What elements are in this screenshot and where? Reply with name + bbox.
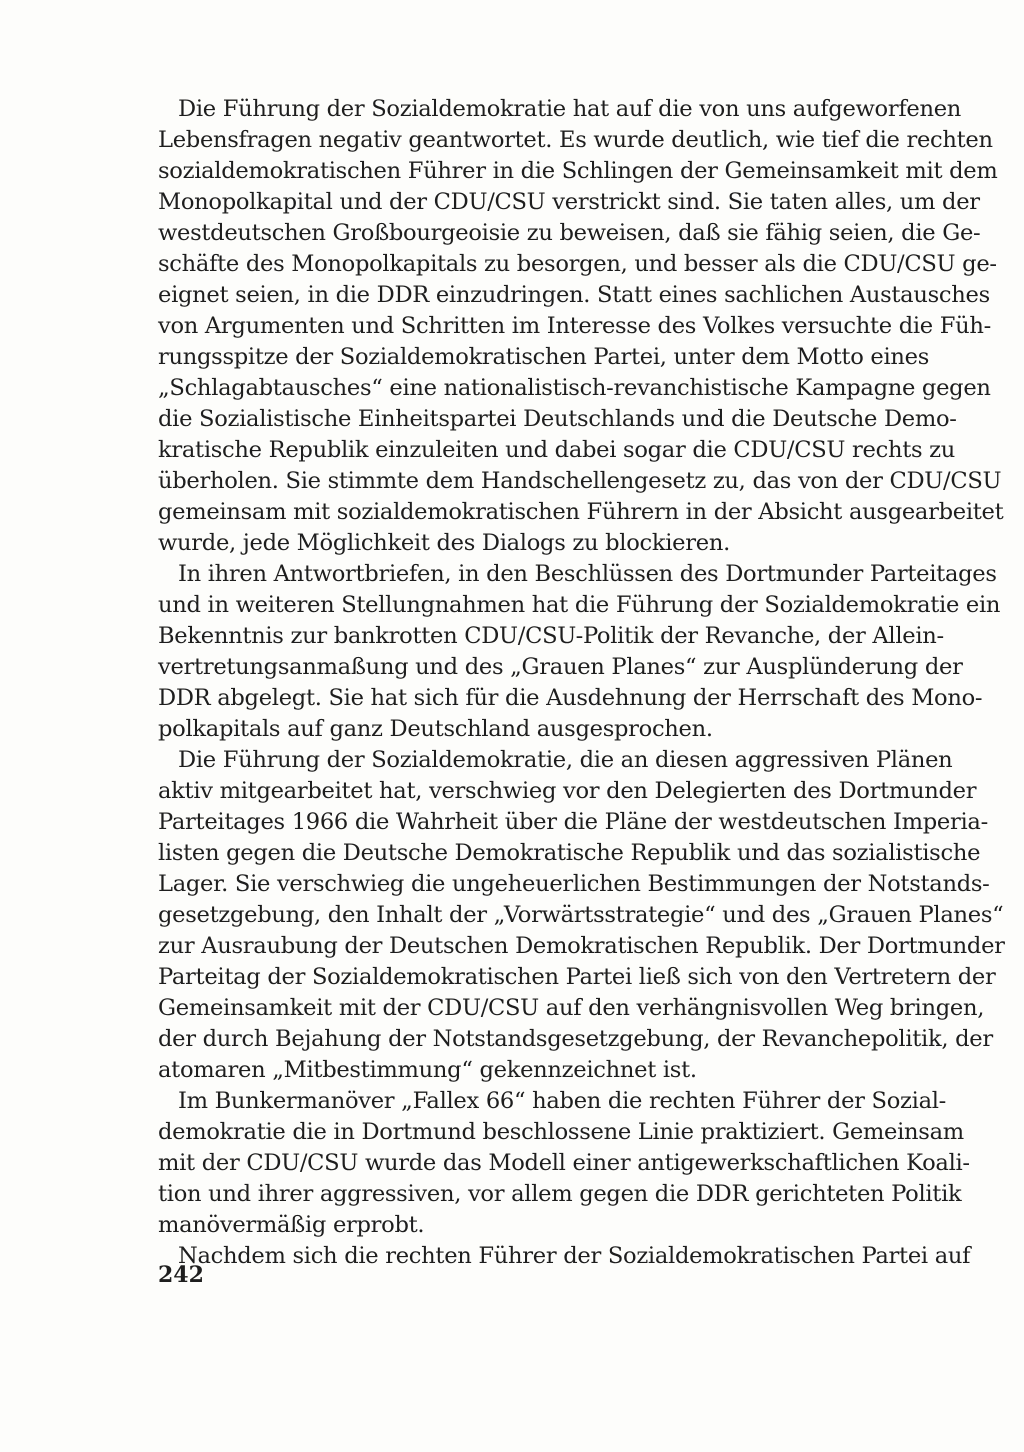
text-line: überholen. Sie stimmte dem Handschellengesetz zu, das von der CDU/CSU [158, 468, 1002, 494]
text-line: Gemeinsamkeit mit der CDU/CSU auf den verhängnisvollen Weg bringen, [158, 995, 985, 1021]
paragraph [158, 1086, 970, 1241]
text-line: manövermäßig erprobt. [158, 1212, 425, 1238]
text-line: mit der CDU/CSU wurde das Modell einer antigewerkschaftlichen Koali- [158, 1150, 970, 1176]
text-line: Im Bunkermanöver „Fallex 66“ haben die rechten Führer der Sozial- [178, 1088, 946, 1114]
text-line: Nachdem sich die rechten Führer der Sozialdemokratischen Partei auf [178, 1243, 971, 1269]
text-line: Die Führung der Sozialdemokratie, die an diesen aggressiven Plänen [178, 747, 953, 773]
paragraph [158, 745, 1005, 1086]
paragraph [158, 559, 1001, 745]
paragraph [158, 94, 1004, 559]
text-line: vertretungsanmaßung und des „Grauen Planes“ zur Ausplünderung der [158, 654, 963, 680]
text-line: demokratie die in Dortmund beschlossene Linie praktiziert. Gemeinsam [158, 1119, 964, 1145]
page-number: 242 [158, 1262, 204, 1288]
text-line: gemeinsam mit sozialdemokratischen Führern in der Absicht ausgearbeitet [158, 499, 1004, 525]
text-line: zur Ausraubung der Deutschen Demokratischen Republik. Der Dortmunder [158, 933, 1005, 959]
text-line: sozialdemokratischen Führer in die Schlingen der Gemeinsamkeit mit dem [158, 158, 998, 184]
text-line: von Argumenten und Schritten im Interesse des Volkes versuchte die Füh- [158, 313, 991, 339]
text-line: wurde, jede Möglichkeit des Dialogs zu blockieren. [158, 530, 730, 556]
text-line: gesetzgebung, den Inhalt der „Vorwärtsstrategie“ und des „Grauen Planes“ [158, 902, 1004, 928]
text-line: Die Führung der Sozialdemokratie hat auf die von uns aufgeworfenen [178, 96, 962, 122]
text-line: „Schlagabtausches“ eine nationalistisch-revanchistische Kampagne gegen [158, 375, 991, 401]
text-line: aktiv mitgearbeitet hat, verschwieg vor den Delegierten des Dortmunder [158, 778, 977, 804]
text-line: DDR abgelegt. Sie hat sich für die Ausdehnung der Herrschaft des Mono- [158, 685, 983, 711]
text-line: Lebensfragen negativ geantwortet. Es wurde deutlich, wie tief die rechten [158, 127, 993, 153]
text-line: In ihren Antwortbriefen, in den Beschlüssen des Dortmunder Parteitages [178, 561, 997, 587]
text-line: eignet seien, in die DDR einzudringen. Statt eines sachlichen Austausches [158, 282, 990, 308]
text-line: tion und ihrer aggressiven, vor allem gegen die DDR gerichteten Politik [158, 1181, 962, 1207]
text-line: atomaren „Mitbestimmung“ gekennzeichnet ist. [158, 1057, 697, 1083]
text-line: kratische Republik einzuleiten und dabei sogar die CDU/CSU rechts zu [158, 437, 956, 463]
body-text [158, 94, 1005, 1272]
text-line: die Sozialistische Einheitspartei Deutschlands und die Deutsche Demo- [158, 406, 957, 432]
paragraph [158, 1241, 971, 1272]
text-line: und in weiteren Stellungnahmen hat die Führung der Sozialdemokratie ein [158, 592, 1001, 618]
text-line: Lager. Sie verschwieg die ungeheuerlichen Bestimmungen der Notstands- [158, 871, 990, 897]
text-line: schäfte des Monopolkapitals zu besorgen, und besser als die CDU/CSU ge- [158, 251, 997, 277]
text-line: Parteitages 1966 die Wahrheit über die Pläne der westdeutschen Imperia- [158, 809, 988, 835]
text-line: westdeutschen Großbourgeoisie zu beweisen, daß sie fähig seien, die Ge- [158, 220, 981, 246]
text-line: der durch Bejahung der Notstandsgesetzgebung, der Revanchepolitik, der [158, 1026, 993, 1052]
text-line: Monopolkapital und der CDU/CSU verstrickt sind. Sie taten alles, um der [158, 189, 980, 215]
text-line: listen gegen die Deutsche Demokratische Republik und das sozialistische [158, 840, 981, 866]
text-line: Parteitag der Sozialdemokratischen Partei ließ sich von den Vertretern der [158, 964, 996, 990]
text-line: polkapitals auf ganz Deutschland ausgesprochen. [158, 716, 713, 742]
text-line: rungsspitze der Sozialdemokratischen Partei, unter dem Motto eines [158, 344, 930, 370]
text-line: Bekenntnis zur bankrotten CDU/CSU-Politik der Revanche, der Allein- [158, 623, 944, 649]
